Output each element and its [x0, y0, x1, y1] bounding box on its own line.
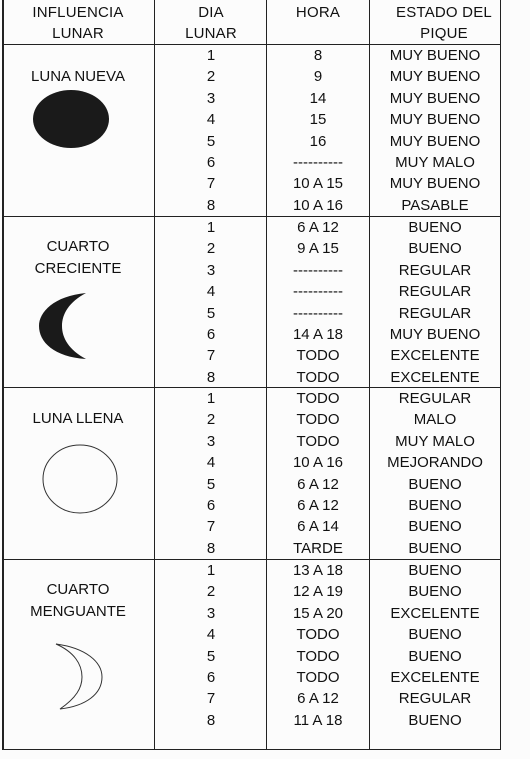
cell-hora: 15 A 20	[292, 604, 344, 622]
cell-dia: 7	[206, 347, 216, 365]
cell-hora: 14 A 18	[292, 326, 344, 343]
cell-estado: BUENO	[408, 711, 462, 729]
new-moon-icon	[30, 88, 114, 152]
cell-hora: 6 A 12	[297, 690, 339, 708]
cell-estado: PASABLE	[401, 196, 469, 214]
cell-estado: MUY BUENO	[389, 47, 481, 64]
cell-estado: BUENO	[408, 539, 462, 557]
cell-dia: 6	[206, 669, 216, 686]
cell-estado: MUY MALO	[395, 154, 475, 171]
cell-estado: BUENO	[408, 626, 462, 644]
header-influencia-line-2: LUNAR	[52, 25, 104, 42]
cell-hora: ----------	[293, 154, 343, 171]
cell-estado: MUY BUENO	[389, 111, 481, 129]
cell-dia: 6	[206, 154, 216, 171]
cell-hora: TODO	[296, 390, 340, 407]
phase-name-luna-llena	[4, 408, 152, 430]
cell-hora: 15	[309, 111, 327, 129]
cell-estado: MUY MALO	[395, 432, 475, 450]
phase-name-cuarto-menguante	[4, 579, 152, 623]
cell-dia: 1	[206, 562, 216, 579]
phase-name-luna-nueva	[4, 66, 152, 88]
grid-line-left	[2, 0, 4, 750]
cell-dia: 2	[206, 583, 216, 601]
cell-hora: 10 A 16	[292, 454, 344, 472]
cell-hora: TODO	[296, 347, 340, 365]
cell-estado: MUY BUENO	[389, 175, 481, 193]
cell-hora: 9	[313, 68, 323, 86]
cell-hora: TODO	[296, 411, 340, 429]
cell-estado: REGULAR	[398, 304, 472, 322]
cell-dia: 5	[206, 132, 216, 150]
header-estado-line-2: PIQUE	[420, 25, 468, 42]
cell-hora: 11 A 18	[293, 711, 343, 729]
cell-dia: 3	[206, 89, 216, 107]
cell-dia: 3	[206, 261, 216, 279]
cell-hora: 10 A 15	[292, 175, 344, 193]
cell-dia: 2	[206, 68, 216, 86]
cell-hora: 6 A 12	[297, 497, 339, 514]
cell-estado: MALO	[413, 411, 457, 429]
cell-hora: TODO	[296, 432, 340, 450]
cell-estado: MUY BUENO	[389, 89, 481, 107]
waxing-crescent-icon	[36, 290, 92, 362]
phase-name-line: CUARTO	[46, 238, 110, 255]
header-dia	[156, 2, 266, 44]
cell-dia: 8	[206, 539, 216, 557]
header-dia-line-2: LUNAR	[185, 25, 237, 42]
phase-name-cuarto-creciente	[4, 236, 152, 280]
cell-hora: 6 A 12	[297, 219, 339, 236]
header-estado	[370, 2, 518, 44]
cell-dia: 5	[206, 647, 216, 665]
cell-hora: 8	[313, 47, 323, 64]
grid-line-col1	[154, 0, 155, 750]
cell-dia: 7	[206, 690, 216, 708]
cell-hora: 12 A 19	[292, 583, 344, 601]
cell-hora: TARDE	[293, 539, 343, 557]
cell-hora: TODO	[296, 626, 340, 644]
cell-dia: 1	[206, 219, 216, 236]
cell-estado: EXCELENTE	[390, 347, 480, 365]
waning-crescent-icon	[52, 640, 106, 712]
cell-dia: 8	[206, 196, 216, 214]
header-hora-line-1: HORA	[295, 4, 341, 21]
cell-dia: 1	[206, 47, 216, 64]
cell-hora: ----------	[293, 261, 343, 279]
cell-dia: 6	[206, 326, 216, 343]
cell-dia: 3	[206, 604, 216, 622]
cell-estado: REGULAR	[398, 283, 472, 301]
cell-estado: MUY BUENO	[389, 326, 481, 343]
cell-dia: 2	[206, 240, 216, 258]
phase-name-line: MENGUANTE	[30, 603, 126, 620]
phase-name-line: LUNA NUEVA	[31, 68, 125, 85]
cell-hora: 14	[309, 89, 327, 107]
cell-dia: 4	[206, 454, 216, 472]
cell-dia: 5	[206, 475, 216, 493]
cell-estado: REGULAR	[398, 261, 472, 279]
header-dia-line-1: DIA	[198, 4, 224, 21]
cell-estado: MUY BUENO	[389, 132, 481, 150]
cell-dia: 5	[206, 304, 216, 322]
cell-hora: ----------	[293, 283, 343, 301]
cell-estado: BUENO	[408, 219, 462, 236]
cell-hora: TODO	[296, 647, 340, 665]
header-hora	[267, 2, 369, 23]
cell-estado: BUENO	[408, 475, 462, 493]
grid-line-bottom	[2, 749, 501, 750]
cell-hora: 6 A 12	[297, 475, 339, 493]
cell-dia: 2	[206, 411, 216, 429]
cell-estado: BUENO	[408, 497, 462, 514]
cell-estado: BUENO	[408, 583, 462, 601]
header-influencia-line-1: INFLUENCIA	[32, 4, 124, 21]
phase-name-line: CUARTO	[46, 581, 110, 598]
cell-dia: 3	[206, 432, 216, 450]
cell-dia: 8	[206, 368, 216, 386]
cell-estado: REGULAR	[398, 390, 472, 407]
cell-estado: EXCELENTE	[390, 368, 480, 386]
cell-estado: BUENO	[408, 518, 462, 536]
cell-hora: 9 A 15	[297, 240, 339, 258]
cell-dia: 4	[206, 283, 216, 301]
cell-estado: MUY BUENO	[389, 68, 481, 86]
phase-name-line: CRECIENTE	[34, 260, 122, 277]
cell-dia: 4	[206, 626, 216, 644]
cell-hora: 16	[309, 132, 327, 150]
cell-dia: 7	[206, 518, 216, 536]
cell-estado: REGULAR	[398, 690, 472, 708]
full-moon-icon	[40, 442, 122, 516]
cell-estado: EXCELENTE	[390, 669, 480, 686]
cell-hora: TODO	[296, 669, 340, 686]
cell-hora: 6 A 14	[297, 518, 339, 536]
cell-dia: 4	[206, 111, 216, 129]
cell-dia: 6	[206, 497, 216, 514]
cell-estado: BUENO	[408, 240, 462, 258]
cell-hora: ----------	[293, 304, 343, 322]
header-estado-line-1: ESTADO DEL	[396, 4, 492, 21]
cell-estado: EXCELENTE	[390, 604, 480, 622]
phase-name-line: LUNA LLENA	[32, 410, 124, 427]
cell-estado: BUENO	[408, 647, 462, 665]
header-influencia	[4, 2, 152, 44]
cell-dia: 8	[206, 711, 216, 729]
cell-dia: 1	[206, 390, 216, 407]
cell-dia: 7	[206, 175, 216, 193]
grid-line-right	[500, 0, 501, 750]
cell-hora: 13 A 18	[292, 562, 344, 579]
cell-estado: MEJORANDO	[387, 454, 483, 472]
cell-hora: TODO	[296, 368, 340, 386]
cell-estado: BUENO	[408, 562, 462, 579]
cell-hora: 10 A 16	[292, 196, 344, 214]
